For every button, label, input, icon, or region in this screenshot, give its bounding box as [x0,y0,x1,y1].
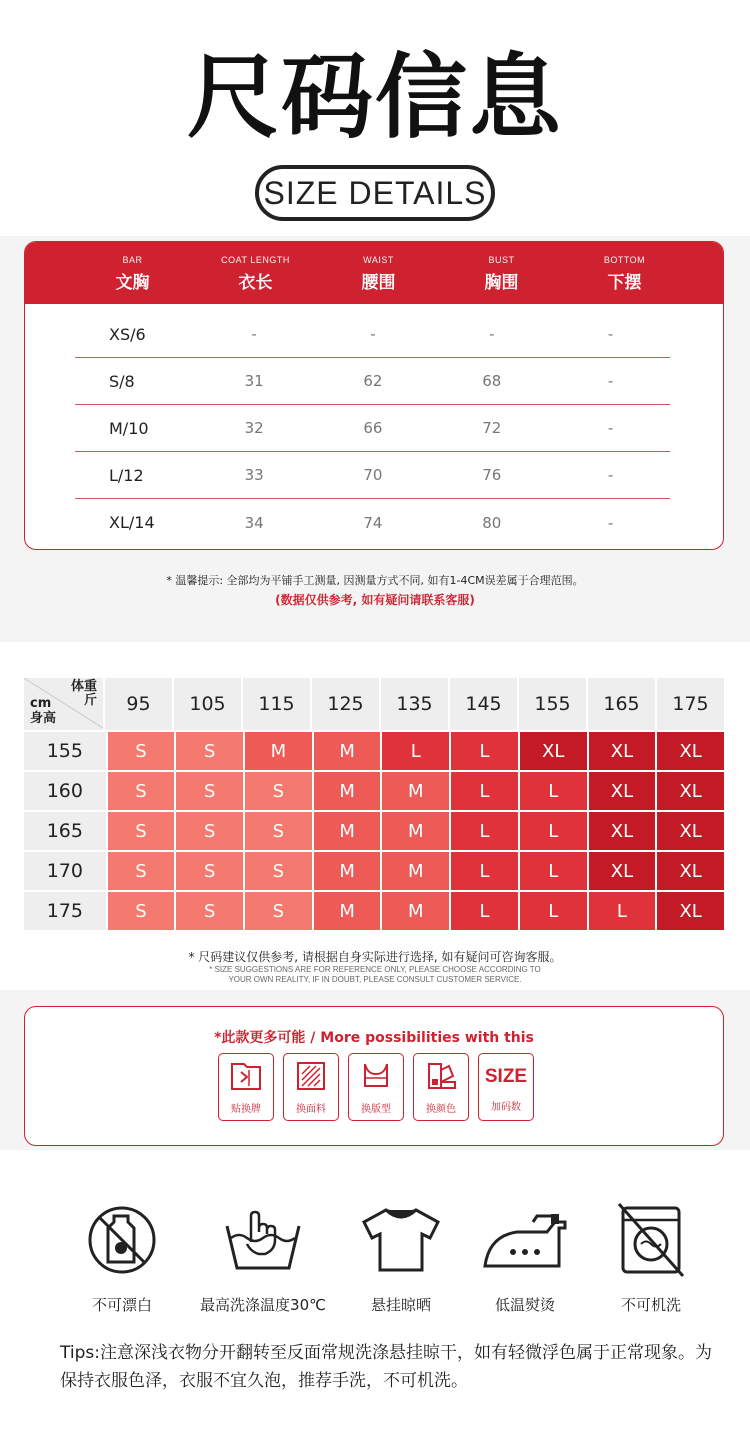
table-row [75,311,670,358]
size-cell: M [382,892,449,930]
weight-header-cell: 105 [174,678,241,730]
possibility-fabric-swap [283,1053,339,1121]
low-iron-icon [475,1200,575,1280]
size-cell: XL [657,852,724,890]
measurement-cell: - [607,372,614,390]
measurement-cell: 33 [244,466,264,484]
label-swap-icon [229,1060,263,1092]
size-cell: S [108,732,175,770]
size-cell: XL [520,732,587,770]
size-cell: L [451,772,518,810]
possibility-pattern-swap [348,1053,404,1121]
size-cell: L [520,892,587,930]
header-en: COAT LENGTH [221,255,290,265]
care-no-bleach [47,1200,197,1315]
weight-header-cell: 125 [312,678,379,730]
size-text-icon: SIZE [484,1066,528,1087]
measurement-cell: 66 [363,419,383,437]
header-bar [71,242,194,304]
measurement-cell: - [607,513,614,532]
header-coat-length [194,242,317,304]
measurement-cell: 76 [482,466,502,484]
size-cell: S [245,852,312,890]
care-label: 不可机洗 [620,1296,681,1314]
care-label: 低温熨烫 [494,1296,555,1314]
no-bleach-icon [82,1200,162,1280]
grid-note-en-line: YOUR OWN REALITY, IF IN DOUBT, PLEASE CONSULT CUSTOMER SERVICE. [228,974,522,984]
care-instructions [0,1200,750,1330]
height-label: cm 身高 [30,696,57,726]
care-label: 最高洗涤温度30℃ [200,1296,326,1314]
measurement-cell: - [607,325,614,343]
size-cell: XL [589,812,656,850]
measurement-cell: - [607,466,614,484]
grid-row [24,812,726,850]
weight-header-cell: 155 [519,678,586,730]
reference-note: (数据仅供参考, 如有疑问请联系客服) [275,593,475,607]
measurement-cell: 62 [363,372,383,390]
header-cn: 腰围 [361,273,396,293]
size-cell: L [451,852,518,890]
size-cell: M [314,732,381,770]
size-cell: L [451,732,518,770]
size-cell: L [520,772,587,810]
size-cell: XL [657,772,724,810]
size-table-header [25,242,723,304]
size-label-cell: XS/6 [109,324,146,344]
measurement-cell: 34 [244,513,264,532]
table-row [75,358,670,405]
table-row [75,405,670,452]
size-cell: S [108,812,175,850]
size-cell: M [314,852,381,890]
possibility-size-add [478,1053,534,1121]
size-table-card [24,241,724,550]
pattern-swap-icon [359,1060,393,1092]
page-title: 尺码信息 [186,44,563,151]
hang-dry-icon [356,1200,446,1280]
size-cell: M [245,732,312,770]
header-en: BOTTOM [603,255,646,265]
grid-header-row [24,678,726,730]
size-cell: S [245,812,312,850]
size-cell: S [108,852,175,890]
weight-label: 体重 斤 [70,679,97,709]
wash-30-icon [213,1200,313,1280]
size-cell: S [108,772,175,810]
care-tips: Tips:注意深浅衣物分开翻转至反面常规洗涤悬挂晾干，如有轻微浮色属于正常现象。为保持衣服色泽，衣服不宜久泡，推荐手洗，不可机洗。 [60,1343,712,1391]
size-cell: L [382,732,449,770]
size-cell: M [314,812,381,850]
height-header-cell: 160 [24,772,106,810]
possibility-label: 贴换牌 [231,1104,261,1115]
grid-row [24,852,726,890]
possibility-label: 换颜色 [426,1104,456,1115]
size-cell: XL [657,892,724,930]
height-header-cell: 155 [24,732,106,770]
size-cell: S [176,812,243,850]
grid-note-en-line: * SIZE SUGGESTIONS ARE FOR REFERENCE ONLY, PLEASE CHOOSE ACCORDING TO [209,965,541,974]
grid-row [24,892,726,930]
weight-header-cell: 165 [588,678,655,730]
size-cell: L [451,892,518,930]
subtitle-text: SIZE DETAILS [263,174,487,211]
possibilities-card [24,1006,724,1146]
table-row [75,499,670,546]
grid-row [24,732,726,770]
measurement-cell: 74 [363,513,383,532]
size-cell: S [245,772,312,810]
header-en: WAIST [363,255,394,265]
weight-header-cell: 135 [381,678,448,730]
header-bust [440,242,563,304]
possibilities-list [218,1053,543,1121]
grid-note-cn: * 尺码建议仅供参考, 请根据自身实际进行选择, 如有疑问可咨询客服。 [188,950,562,964]
measurement-cell: 80 [482,513,502,532]
size-cell: S [176,732,243,770]
size-cell: S [108,892,175,930]
measurement-cell: - [489,325,495,343]
measurement-cell: 32 [244,419,264,437]
size-cell: L [589,892,656,930]
size-cell: XL [589,852,656,890]
size-cell: M [314,892,381,930]
weight-header-cell: 145 [450,678,517,730]
size-cell: S [176,852,243,890]
size-cell: L [520,812,587,850]
size-cell: M [382,852,449,890]
possibility-label: 换版型 [361,1104,391,1115]
weight-header-cell: 95 [105,678,172,730]
size-label-cell: S/8 [109,371,135,391]
subtitle-badge [255,165,495,221]
measure-note: * 温馨提示: 全部均为平铺手工测量, 因测量方式不同, 如有1-4CM误差属于合理范围。 [166,574,584,587]
care-wash-30 [188,1200,338,1315]
care-label: 悬挂晾晒 [370,1296,431,1314]
size-label-cell: L/12 [109,465,144,485]
size-cell: XL [589,732,656,770]
possibility-label: 换面料 [296,1104,326,1115]
header-cn: 衣长 [238,273,273,293]
measurement-cell: 68 [482,372,502,390]
measurement-cell: 31 [244,372,264,390]
header-cn: 下摆 [607,273,642,293]
weight-header-cell: 175 [657,678,724,730]
header-en: BAR [122,255,143,265]
fabric-swap-icon [294,1060,328,1092]
header-bottom [563,242,686,304]
size-cell: M [314,772,381,810]
header-cn: 文胸 [115,273,150,293]
size-cell: XL [657,812,724,850]
height-header-cell: 165 [24,812,106,850]
size-recommendation-grid [24,678,726,930]
care-label: 不可漂白 [91,1296,152,1314]
possibility-label-swap [218,1053,274,1121]
color-swap-icon [424,1060,458,1092]
size-cell: S [176,772,243,810]
size-cell: L [451,812,518,850]
grid-row [24,772,726,810]
size-cell: M [382,812,449,850]
measurement-cell: 72 [482,419,502,437]
measurement-cell: 70 [363,466,383,484]
grid-corner [24,678,103,730]
size-cell: L [520,852,587,890]
grid-note-en [0,965,750,984]
header-waist [317,242,440,304]
header-en: BUST [488,255,515,265]
no-machine-wash-icon [611,1200,691,1280]
height-header-cell: 170 [24,852,106,890]
size-cell: M [382,772,449,810]
measurement-cell: - [370,325,376,343]
table-row [75,452,670,499]
height-header-cell: 175 [24,892,106,930]
measurement-cell: - [607,419,614,437]
care-no-machine-wash [576,1200,726,1315]
possibility-color-swap [413,1053,469,1121]
size-cell: S [245,892,312,930]
size-label-cell: XL/14 [109,513,155,532]
possibility-label: 加码数 [491,1102,521,1113]
size-cell: S [176,892,243,930]
possibilities-title: *此款更多可能 / More possibilities with this [214,1030,534,1046]
weight-header-cell: 115 [243,678,310,730]
size-cell: XL [657,732,724,770]
size-label-cell: M/10 [109,418,149,438]
size-cell: XL [589,772,656,810]
measurement-cell: - [251,325,257,343]
header-cn: 胸围 [484,273,519,293]
